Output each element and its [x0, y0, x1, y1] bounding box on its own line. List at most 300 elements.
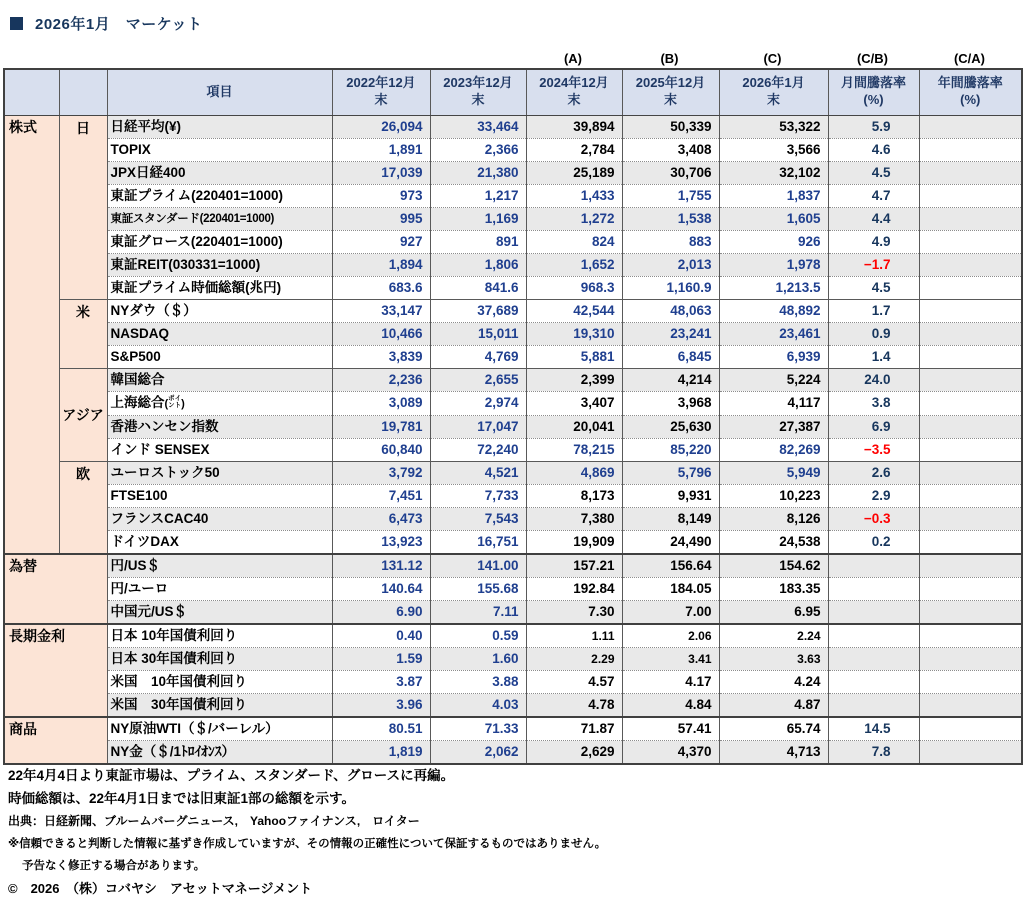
item-label: NASDAQ [107, 322, 332, 345]
value-2025dec: 50,339 [622, 115, 719, 138]
value-2022dec: 3.96 [332, 693, 430, 717]
value-2022dec: 131.12 [332, 554, 430, 578]
item-label: JPX日経400 [107, 161, 332, 184]
table-row [4, 461, 1022, 484]
value-2022dec: 1,894 [332, 253, 430, 276]
value-2025dec: 4,214 [622, 368, 719, 391]
footer-revision-note: 予告なく修正する場合があります。 [22, 860, 206, 872]
value-2023dec: 0.59 [430, 624, 526, 648]
section-label-cell: 為替 [4, 554, 107, 624]
monthly-change-value: 14.5 [828, 717, 919, 741]
table-row [4, 577, 1022, 600]
value-2024dec: 39,894 [526, 115, 622, 138]
value-2026jan: 82,269 [719, 438, 828, 461]
yearly-change-value [919, 184, 1022, 207]
value-2025dec: 7.00 [622, 600, 719, 624]
yearly-change-value [919, 600, 1022, 624]
value-2025dec: 5,796 [622, 461, 719, 484]
value-2026jan: 4,713 [719, 740, 828, 764]
ref-label-cb: (C/B) [856, 51, 889, 66]
item-label: ユーロストック50 [107, 461, 332, 484]
value-2023dec: 16,751 [430, 530, 526, 554]
monthly-change-value: −3.5 [828, 438, 919, 461]
region-label-cell: 欧 [59, 461, 107, 554]
value-2024dec: 4.57 [526, 670, 622, 693]
table-row [4, 600, 1022, 624]
table-row [4, 530, 1022, 554]
table-row [4, 693, 1022, 717]
region-label-cell: 米 [59, 299, 107, 368]
value-2022dec: 60,840 [332, 438, 430, 461]
yearly-change-value [919, 391, 1022, 415]
value-2024dec: 19,310 [526, 322, 622, 345]
value-2023dec: 841.6 [430, 276, 526, 299]
value-2024dec: 78,215 [526, 438, 622, 461]
monthly-change-value: 4.5 [828, 276, 919, 299]
value-2025dec: 23,241 [622, 322, 719, 345]
value-2025dec: 3,408 [622, 138, 719, 161]
value-2026jan: 4.24 [719, 670, 828, 693]
value-2022dec: 3,792 [332, 461, 430, 484]
header-monthly-change [828, 69, 919, 115]
value-2026jan: 2.24 [719, 624, 828, 648]
value-2024dec: 71.87 [526, 717, 622, 741]
item-label: インド SENSEX [107, 438, 332, 461]
table-body [4, 115, 1022, 764]
paren-open: ( [164, 397, 169, 410]
value-2023dec: 1,169 [430, 207, 526, 230]
monthly-change-value: 4.6 [828, 138, 919, 161]
item-label: 日本 10年国債利回り [107, 624, 332, 648]
value-2026jan: 3.63 [719, 647, 828, 670]
value-2024dec: 7,380 [526, 507, 622, 530]
value-2025dec: 30,706 [622, 161, 719, 184]
value-2022dec: 3.87 [332, 670, 430, 693]
value-2023dec: 17,047 [430, 415, 526, 438]
value-2022dec: 1,891 [332, 138, 430, 161]
value-2024dec: 25,189 [526, 161, 622, 184]
item-label: 円/ユーロ [107, 577, 332, 600]
header-corner-region [59, 69, 107, 115]
value-2025dec: 1,538 [622, 207, 719, 230]
table-row [4, 647, 1022, 670]
value-2022dec: 995 [332, 207, 430, 230]
value-2025dec: 6,845 [622, 345, 719, 368]
region-label-cell: アジア [59, 368, 107, 461]
yearly-change-value [919, 507, 1022, 530]
value-2026jan: 32,102 [719, 161, 828, 184]
value-2022dec: 80.51 [332, 717, 430, 741]
market-data-table [3, 68, 1023, 765]
monthly-change-value: 4.5 [828, 161, 919, 184]
item-label: 韓国総合 [107, 368, 332, 391]
footer-notes [8, 764, 1018, 900]
table-row [4, 230, 1022, 253]
monthly-change-value: 1.7 [828, 299, 919, 322]
yearly-change-value [919, 207, 1022, 230]
ref-label-a: (A) [563, 51, 583, 66]
section-label-cell: 長期金利 [4, 624, 107, 717]
value-2024dec: 3,407 [526, 391, 622, 415]
value-2025dec: 4.17 [622, 670, 719, 693]
header-monthly-line2: (%) [863, 92, 884, 108]
monthly-change-value: 2.9 [828, 484, 919, 507]
yearly-change-value [919, 740, 1022, 764]
value-2022dec: 13,923 [332, 530, 430, 554]
region-label-cell: 日 [59, 115, 107, 299]
header-2023dec-line2: 末 [471, 92, 485, 108]
yearly-change-value [919, 276, 1022, 299]
header-2024dec [526, 69, 622, 115]
footer-copyright: © 2026 （株）コバヤシ アセットマネージメント [8, 881, 313, 896]
header-2026jan-line1: 2026年1月 [742, 75, 805, 91]
page-title [10, 13, 202, 34]
footer-note-reorg: 22年4月4日より東証市場は、プライム、スタンダード、グロースに再編。 [8, 768, 455, 783]
yearly-change-value [919, 461, 1022, 484]
value-2024dec: 2,399 [526, 368, 622, 391]
section-label-cell: 株式 [4, 115, 59, 554]
value-2025dec: 24,490 [622, 530, 719, 554]
yearly-change-value [919, 415, 1022, 438]
value-2022dec: 6.90 [332, 600, 430, 624]
value-2025dec: 3,968 [622, 391, 719, 415]
value-2025dec: 8,149 [622, 507, 719, 530]
item-label: 日経平均(¥) [107, 115, 332, 138]
value-2026jan: 6,939 [719, 345, 828, 368]
item-label: NYダウ（＄） [107, 299, 332, 322]
value-2022dec: 683.6 [332, 276, 430, 299]
value-2022dec: 3,839 [332, 345, 430, 368]
table-row [4, 368, 1022, 391]
monthly-change-value [828, 554, 919, 578]
value-2023dec: 1,217 [430, 184, 526, 207]
value-2026jan: 65.74 [719, 717, 828, 741]
value-2026jan: 5,224 [719, 368, 828, 391]
value-2026jan: 27,387 [719, 415, 828, 438]
value-2022dec: 140.64 [332, 577, 430, 600]
value-2023dec: 72,240 [430, 438, 526, 461]
value-2025dec: 184.05 [622, 577, 719, 600]
header-corner-group [4, 69, 59, 115]
value-2024dec: 1.11 [526, 624, 622, 648]
monthly-change-value: 7.8 [828, 740, 919, 764]
value-2023dec: 15,011 [430, 322, 526, 345]
value-2025dec: 4.84 [622, 693, 719, 717]
table-row [4, 415, 1022, 438]
value-2023dec: 7,543 [430, 507, 526, 530]
value-2023dec: 7.11 [430, 600, 526, 624]
value-2022dec: 3,089 [332, 391, 430, 415]
yearly-change-value [919, 230, 1022, 253]
item-label: 東証グロース(220401=1000) [107, 230, 332, 253]
monthly-change-value: 4.7 [828, 184, 919, 207]
table-row [4, 161, 1022, 184]
yearly-change-value [919, 253, 1022, 276]
value-2026jan: 53,322 [719, 115, 828, 138]
item-label: FTSE100 [107, 484, 332, 507]
yearly-change-value [919, 438, 1022, 461]
value-2024dec: 4,869 [526, 461, 622, 484]
yearly-change-value [919, 577, 1022, 600]
value-2024dec: 2,784 [526, 138, 622, 161]
value-2025dec: 2,013 [622, 253, 719, 276]
value-2023dec: 2,655 [430, 368, 526, 391]
value-2026jan: 1,837 [719, 184, 828, 207]
yearly-change-value [919, 115, 1022, 138]
item-label: 東証プライム(220401=1000) [107, 184, 332, 207]
value-2026jan: 154.62 [719, 554, 828, 578]
item-label: 米国 10年国債利回り [107, 670, 332, 693]
header-monthly-line1: 月間騰落率 [840, 75, 906, 91]
value-2022dec: 2,236 [332, 368, 430, 391]
value-2026jan: 48,892 [719, 299, 828, 322]
value-2025dec: 156.64 [622, 554, 719, 578]
value-2025dec: 1,755 [622, 184, 719, 207]
item-label: 上海総合( ポイ ント ) [107, 391, 332, 415]
item-label: NY金（＄/1ﾄﾛｲｵﾝｽ） [107, 740, 332, 764]
value-2023dec: 1.60 [430, 647, 526, 670]
value-2022dec: 19,781 [332, 415, 430, 438]
item-label: フランスCAC40 [107, 507, 332, 530]
yearly-change-value [919, 161, 1022, 184]
yearly-change-value [919, 624, 1022, 648]
monthly-change-value: 1.4 [828, 345, 919, 368]
header-yearly-change [919, 69, 1022, 115]
value-2025dec: 883 [622, 230, 719, 253]
monthly-change-value: 2.6 [828, 461, 919, 484]
ref-label-ca: (C/A) [953, 51, 986, 66]
table-row [4, 253, 1022, 276]
yearly-change-value [919, 368, 1022, 391]
value-2024dec: 2,629 [526, 740, 622, 764]
value-2025dec: 2.06 [622, 624, 719, 648]
header-2022dec [332, 69, 430, 115]
table-row [4, 740, 1022, 764]
value-2026jan: 4.87 [719, 693, 828, 717]
monthly-change-value: 4.9 [828, 230, 919, 253]
monthly-change-value: 5.9 [828, 115, 919, 138]
value-2022dec: 1,819 [332, 740, 430, 764]
monthly-change-value: −1.7 [828, 253, 919, 276]
value-2025dec: 4,370 [622, 740, 719, 764]
header-2022dec-line1: 2022年12月 [346, 75, 416, 91]
header-2023dec-line1: 2023年12月 [443, 75, 513, 91]
monthly-change-value: 6.9 [828, 415, 919, 438]
table-row [4, 345, 1022, 368]
value-2026jan: 4,117 [719, 391, 828, 415]
value-2023dec: 2,062 [430, 740, 526, 764]
yearly-change-value [919, 554, 1022, 578]
value-2026jan: 6.95 [719, 600, 828, 624]
footer-disclaimer: ※信頼できると判断した情報に基ずき作成していますが、その情報の正確性について保証するものではありません。 [8, 838, 607, 850]
item-label: 東証スタンダード(220401=1000) [107, 207, 332, 230]
yearly-change-value [919, 322, 1022, 345]
value-2022dec: 7,451 [332, 484, 430, 507]
value-2023dec: 891 [430, 230, 526, 253]
value-2023dec: 141.00 [430, 554, 526, 578]
value-2025dec: 25,630 [622, 415, 719, 438]
value-2022dec: 10,466 [332, 322, 430, 345]
square-bullet-icon [10, 17, 23, 30]
value-2026jan: 3,566 [719, 138, 828, 161]
header-yearly-line2: (%) [960, 92, 981, 108]
value-2023dec: 7,733 [430, 484, 526, 507]
header-2025dec-line1: 2025年12月 [635, 75, 706, 91]
header-2026jan [719, 69, 828, 115]
footer-note-marketcap: 時価総額は、22年4月1日までは旧東証1部の総額を示す。 [8, 791, 355, 806]
value-2023dec: 71.33 [430, 717, 526, 741]
value-2022dec: 26,094 [332, 115, 430, 138]
monthly-change-value [828, 577, 919, 600]
header-2025dec [622, 69, 719, 115]
value-2022dec: 1.59 [332, 647, 430, 670]
value-2026jan: 24,538 [719, 530, 828, 554]
monthly-change-value [828, 600, 919, 624]
table-row [4, 624, 1022, 648]
value-2023dec: 37,689 [430, 299, 526, 322]
value-2022dec: 927 [332, 230, 430, 253]
item-label: 東証REIT(030331=1000) [107, 253, 332, 276]
value-2024dec: 2.29 [526, 647, 622, 670]
value-2023dec: 155.68 [430, 577, 526, 600]
value-2026jan: 1,978 [719, 253, 828, 276]
item-label: 日本 30年国債利回り [107, 647, 332, 670]
value-2022dec: 0.40 [332, 624, 430, 648]
monthly-change-value [828, 693, 919, 717]
yearly-change-value [919, 647, 1022, 670]
value-2022dec: 33,147 [332, 299, 430, 322]
value-2024dec: 1,433 [526, 184, 622, 207]
table-row [4, 322, 1022, 345]
header-2024dec-line2: 末 [567, 92, 581, 108]
value-2024dec: 1,652 [526, 253, 622, 276]
value-2025dec: 9,931 [622, 484, 719, 507]
value-2026jan: 5,949 [719, 461, 828, 484]
value-2025dec: 3.41 [622, 647, 719, 670]
value-2025dec: 48,063 [622, 299, 719, 322]
header-2024dec-line1: 2024年12月 [539, 75, 609, 91]
value-2024dec: 19,909 [526, 530, 622, 554]
value-2026jan: 10,223 [719, 484, 828, 507]
monthly-change-value [828, 647, 919, 670]
item-label: TOPIX [107, 138, 332, 161]
value-2024dec: 7.30 [526, 600, 622, 624]
item-label: NY原油WTI（＄/バーレル） [107, 717, 332, 741]
yearly-change-value [919, 138, 1022, 161]
reference-label-row [3, 51, 1021, 68]
monthly-change-value [828, 624, 919, 648]
value-2024dec: 968.3 [526, 276, 622, 299]
value-2023dec: 1,806 [430, 253, 526, 276]
value-2026jan: 183.35 [719, 577, 828, 600]
value-2022dec: 6,473 [332, 507, 430, 530]
header-2023dec [430, 69, 526, 115]
value-2024dec: 20,041 [526, 415, 622, 438]
section-label-cell: 商品 [4, 717, 107, 764]
ref-spacer [3, 51, 525, 68]
monthly-change-value: 4.4 [828, 207, 919, 230]
value-2023dec: 4.03 [430, 693, 526, 717]
yearly-change-value [919, 530, 1022, 554]
yearly-change-value [919, 345, 1022, 368]
monthly-change-value: −0.3 [828, 507, 919, 530]
stacked-unit-note: ポイ ント [168, 394, 182, 409]
value-2026jan: 23,461 [719, 322, 828, 345]
value-2023dec: 4,521 [430, 461, 526, 484]
table-row [4, 115, 1022, 138]
monthly-change-value: 0.2 [828, 530, 919, 554]
header-2022dec-line2: 末 [374, 92, 388, 108]
value-2022dec: 17,039 [332, 161, 430, 184]
header-item: 項目 [107, 69, 332, 115]
value-2026jan: 926 [719, 230, 828, 253]
table-row [4, 717, 1022, 741]
value-2024dec: 824 [526, 230, 622, 253]
item-label: 香港ハンセン指数 [107, 415, 332, 438]
item-label: 東証プライム時価総額(兆円) [107, 276, 332, 299]
paren-close: ) [181, 397, 185, 410]
value-2025dec: 1,160.9 [622, 276, 719, 299]
monthly-change-value [828, 670, 919, 693]
monthly-change-value: 3.8 [828, 391, 919, 415]
value-2024dec: 4.78 [526, 693, 622, 717]
ref-label-b: (B) [660, 51, 679, 66]
yearly-change-value [919, 484, 1022, 507]
page-title-text: 2026年1月 マーケット [35, 16, 203, 33]
table-row [4, 138, 1022, 161]
value-2024dec: 5,881 [526, 345, 622, 368]
table-row [4, 391, 1022, 415]
value-2025dec: 85,220 [622, 438, 719, 461]
value-2023dec: 33,464 [430, 115, 526, 138]
value-2023dec: 21,380 [430, 161, 526, 184]
value-2026jan: 1,605 [719, 207, 828, 230]
yearly-change-value [919, 299, 1022, 322]
item-label: 中国元/US＄ [107, 600, 332, 624]
yearly-change-value [919, 693, 1022, 717]
value-2023dec: 2,366 [430, 138, 526, 161]
value-2023dec: 3.88 [430, 670, 526, 693]
value-2026jan: 8,126 [719, 507, 828, 530]
header-yearly-line1: 年間騰落率 [937, 75, 1003, 91]
table-row [4, 184, 1022, 207]
yearly-change-value [919, 717, 1022, 741]
value-2026jan: 1,213.5 [719, 276, 828, 299]
table-row [4, 507, 1022, 530]
value-2025dec: 57.41 [622, 717, 719, 741]
value-2023dec: 4,769 [430, 345, 526, 368]
table-row [4, 207, 1022, 230]
table-row [4, 484, 1022, 507]
monthly-change-value: 0.9 [828, 322, 919, 345]
table-row [4, 554, 1022, 578]
item-label: S&P500 [107, 345, 332, 368]
table-row [4, 670, 1022, 693]
header-2025dec-line2: 末 [663, 92, 677, 108]
value-2024dec: 157.21 [526, 554, 622, 578]
item-label: 円/US＄ [107, 554, 332, 578]
yearly-change-value [919, 670, 1022, 693]
table-row [4, 438, 1022, 461]
item-label: 米国 30年国債利回り [107, 693, 332, 717]
value-2024dec: 1,272 [526, 207, 622, 230]
footer-sources: 出典：日経新聞、ブルームバーグニュース, Yahooファイナンス, ロイター [8, 814, 420, 828]
value-2022dec: 973 [332, 184, 430, 207]
item-label: ドイツDAX [107, 530, 332, 554]
table-row [4, 276, 1022, 299]
header-2026jan-line2: 末 [766, 92, 780, 108]
value-2023dec: 2,974 [430, 391, 526, 415]
